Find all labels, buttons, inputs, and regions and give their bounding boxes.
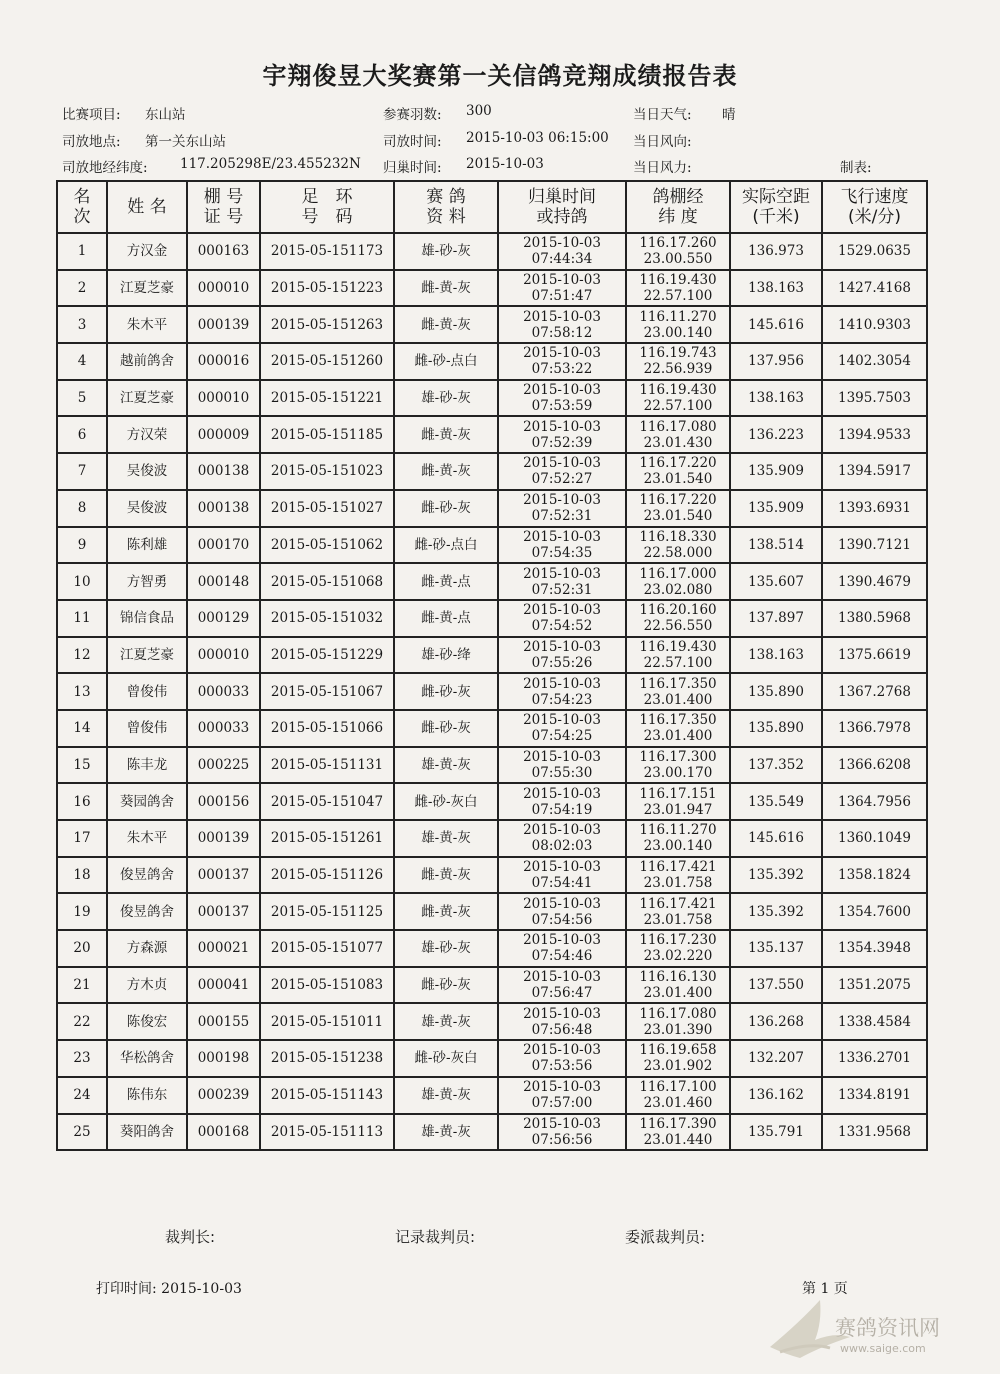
release-place-label: 司放地点:: [62, 134, 121, 150]
bird-cell: 雌-黄-灰: [394, 416, 498, 453]
distance-cell: 137.352: [730, 747, 822, 784]
name-cell: 陈丰龙: [107, 747, 187, 784]
distance-cell: 136.162: [730, 1077, 822, 1114]
distance-cell: 138.163: [730, 637, 822, 674]
loft-cell: 000033: [187, 710, 260, 747]
distance-cell: 135.890: [730, 673, 822, 710]
name-cell: 俊昱鸽舍: [107, 893, 187, 930]
loft-cell: 000010: [187, 380, 260, 417]
table-row: [57, 527, 927, 564]
return-time-cell: 2015-10-03 07:58:12: [498, 306, 626, 343]
return-time-value: 2015-10-03: [466, 156, 544, 172]
rank-cell: 14: [57, 710, 107, 747]
distance-cell: 136.973: [730, 233, 822, 270]
return-time-cell: 2015-10-03 07:56:47: [498, 967, 626, 1004]
bird-cell: 雌-黄-点: [394, 600, 498, 637]
coord-cell: 116.19.430 22.57.100: [626, 637, 730, 674]
ring-cell: 2015-05-151221: [260, 380, 394, 417]
name-cell: 方木贞: [107, 967, 187, 1004]
rank-cell: 16: [57, 783, 107, 820]
rank-cell: 13: [57, 673, 107, 710]
loft-cell: 000155: [187, 1003, 260, 1040]
coord-cell: 116.16.130 23.01.400: [626, 967, 730, 1004]
table-row: [57, 893, 927, 930]
loft-cell: 000009: [187, 416, 260, 453]
table-row: [57, 673, 927, 710]
rank-cell: 10: [57, 563, 107, 600]
speed-cell: 1331.9568: [822, 1114, 927, 1151]
loft-cell: 000170: [187, 527, 260, 564]
speed-cell: 1380.5968: [822, 600, 927, 637]
table-row: [57, 1114, 927, 1151]
header-ring: 足 环 号 码: [260, 181, 394, 233]
bird-cell: 雌-砂-灰: [394, 967, 498, 1004]
release-coord-label: 司放地经纬度:: [62, 160, 148, 176]
distance-cell: 145.616: [730, 306, 822, 343]
rank-cell: 3: [57, 306, 107, 343]
ring-cell: 2015-05-151077: [260, 930, 394, 967]
loft-cell: 000016: [187, 343, 260, 380]
distance-cell: 135.791: [730, 1114, 822, 1151]
coord-cell: 116.17.100 23.01.460: [626, 1077, 730, 1114]
ring-cell: 2015-05-151047: [260, 783, 394, 820]
rank-cell: 2: [57, 270, 107, 307]
loft-cell: 000225: [187, 747, 260, 784]
bird-cell: 雄-黄-灰: [394, 1077, 498, 1114]
event-value: 东山站: [145, 107, 186, 123]
return-time-cell: 2015-10-03 07:54:56: [498, 893, 626, 930]
header-name: 姓 名: [107, 181, 187, 233]
ring-cell: 2015-05-151066: [260, 710, 394, 747]
table-header-row: [57, 181, 927, 233]
header-distance: 实际空距 (千米): [730, 181, 822, 233]
recording-judge-label: 记录裁判员:: [395, 1228, 476, 1246]
return-time-cell: 2015-10-03 07:53:56: [498, 1040, 626, 1077]
return-time-cell: 2015-10-03 07:57:00: [498, 1077, 626, 1114]
return-time-cell: 2015-10-03 07:54:35: [498, 527, 626, 564]
table-row: [57, 1003, 927, 1040]
name-cell: 陈俊宏: [107, 1003, 187, 1040]
distance-cell: 138.163: [730, 270, 822, 307]
rank-cell: 17: [57, 820, 107, 857]
return-time-cell: 2015-10-03 07:54:46: [498, 930, 626, 967]
speed-cell: 1338.4584: [822, 1003, 927, 1040]
ring-cell: 2015-05-151229: [260, 637, 394, 674]
coord-cell: 116.17.000 23.02.080: [626, 563, 730, 600]
table-row: [57, 857, 927, 894]
distance-cell: 132.207: [730, 1040, 822, 1077]
ring-cell: 2015-05-151068: [260, 563, 394, 600]
header-loft: 棚 号 证 号: [187, 181, 260, 233]
speed-cell: 1410.9303: [822, 306, 927, 343]
header-bird: 赛 鸽 资 料: [394, 181, 498, 233]
coord-cell: 116.17.220 23.01.540: [626, 490, 730, 527]
name-cell: 方汉金: [107, 233, 187, 270]
bird-cell: 雄-黄-灰: [394, 820, 498, 857]
table-row: [57, 270, 927, 307]
loft-cell: 000010: [187, 270, 260, 307]
rank-cell: 22: [57, 1003, 107, 1040]
rank-cell: 11: [57, 600, 107, 637]
loft-cell: 000137: [187, 857, 260, 894]
rank-cell: 12: [57, 637, 107, 674]
return-time-cell: 2015-10-03 07:55:30: [498, 747, 626, 784]
distance-cell: 135.392: [730, 893, 822, 930]
rank-cell: 4: [57, 343, 107, 380]
speed-cell: 1394.5917: [822, 453, 927, 490]
loft-cell: 000163: [187, 233, 260, 270]
ring-cell: 2015-05-151113: [260, 1114, 394, 1151]
return-time-cell: 2015-10-03 07:54:52: [498, 600, 626, 637]
rank-cell: 21: [57, 967, 107, 1004]
coord-cell: 116.19.430 22.57.100: [626, 380, 730, 417]
speed-cell: 1395.7503: [822, 380, 927, 417]
coord-cell: 116.17.080 23.01.390: [626, 1003, 730, 1040]
ring-cell: 2015-05-151125: [260, 893, 394, 930]
table-row: [57, 416, 927, 453]
loft-cell: 000129: [187, 600, 260, 637]
table-row: [57, 490, 927, 527]
bird-cell: 雌-砂-点白: [394, 527, 498, 564]
bird-cell: 雄-黄-灰: [394, 1114, 498, 1151]
distance-cell: 135.890: [730, 710, 822, 747]
name-cell: 锦信食品: [107, 600, 187, 637]
speed-cell: 1334.8191: [822, 1077, 927, 1114]
ring-cell: 2015-05-151238: [260, 1040, 394, 1077]
coord-cell: 116.11.270 23.00.140: [626, 306, 730, 343]
ring-cell: 2015-05-151261: [260, 820, 394, 857]
rank-cell: 6: [57, 416, 107, 453]
return-time-cell: 2015-10-03 08:02:03: [498, 820, 626, 857]
table-row: [57, 1077, 927, 1114]
loft-cell: 000148: [187, 563, 260, 600]
rank-cell: 15: [57, 747, 107, 784]
loft-cell: 000041: [187, 967, 260, 1004]
speed-cell: 1336.2701: [822, 1040, 927, 1077]
table-row: [57, 967, 927, 1004]
weather-value: 晴: [722, 107, 736, 123]
speed-cell: 1402.3054: [822, 343, 927, 380]
release-place-value: 第一关东山站: [145, 134, 226, 150]
delegated-judge-label: 委派裁判员:: [625, 1228, 706, 1246]
return-time-cell: 2015-10-03 07:52:31: [498, 563, 626, 600]
wind-dir-label: 当日风向:: [633, 134, 692, 150]
bird-cell: 雄-砂-灰: [394, 380, 498, 417]
event-label: 比赛项目:: [62, 107, 121, 123]
coord-cell: 116.19.743 22.56.939: [626, 343, 730, 380]
bird-cell: 雌-黄-灰: [394, 306, 498, 343]
coord-cell: 116.17.350 23.01.400: [626, 673, 730, 710]
distance-cell: 138.163: [730, 380, 822, 417]
count-label: 参赛羽数:: [383, 107, 442, 123]
header-rank: 名 次: [57, 181, 107, 233]
release-time-value: 2015-10-03 06:15:00: [466, 130, 609, 146]
name-cell: 陈利雄: [107, 527, 187, 564]
return-time-label: 归巢时间:: [383, 160, 442, 176]
speed-cell: 1390.7121: [822, 527, 927, 564]
distance-cell: 135.909: [730, 453, 822, 490]
release-coord-value: 117.205298E/23.455232N: [180, 156, 361, 172]
bird-cell: 雌-黄-灰: [394, 453, 498, 490]
name-cell: 华松鸽舍: [107, 1040, 187, 1077]
table-row: [57, 710, 927, 747]
rank-cell: 9: [57, 527, 107, 564]
coord-cell: 116.19.658 23.01.902: [626, 1040, 730, 1077]
coord-cell: 116.17.421 23.01.758: [626, 893, 730, 930]
name-cell: 葵阳鸽舍: [107, 1114, 187, 1151]
speed-cell: 1366.7978: [822, 710, 927, 747]
return-time-cell: 2015-10-03 07:51:47: [498, 270, 626, 307]
bird-cell: 雌-黄-灰: [394, 857, 498, 894]
bird-cell: 雄-砂-绛: [394, 637, 498, 674]
name-cell: 吴俊波: [107, 453, 187, 490]
rank-cell: 7: [57, 453, 107, 490]
return-time-cell: 2015-10-03 07:53:22: [498, 343, 626, 380]
ring-cell: 2015-05-151185: [260, 416, 394, 453]
header-coord: 鸽棚经 纬 度: [626, 181, 730, 233]
ring-cell: 2015-05-151173: [260, 233, 394, 270]
ring-cell: 2015-05-151263: [260, 306, 394, 343]
loft-cell: 000156: [187, 783, 260, 820]
print-time: 打印时间: 2015-10-03: [96, 1281, 242, 1297]
return-time-cell: 2015-10-03 07:56:48: [498, 1003, 626, 1040]
watermark-url: www.saige.com: [840, 1342, 926, 1355]
wind-force-label: 当日风力:: [633, 160, 692, 176]
return-time-cell: 2015-10-03 07:55:26: [498, 637, 626, 674]
distance-cell: 135.909: [730, 490, 822, 527]
loft-cell: 000198: [187, 1040, 260, 1077]
table-row: [57, 343, 927, 380]
return-time-cell: 2015-10-03 07:54:25: [498, 710, 626, 747]
name-cell: 陈伟东: [107, 1077, 187, 1114]
speed-cell: 1367.2768: [822, 673, 927, 710]
return-time-cell: 2015-10-03 07:54:41: [498, 857, 626, 894]
speed-cell: 1354.7600: [822, 893, 927, 930]
chief-judge-label: 裁判长:: [165, 1228, 216, 1246]
table-row: [57, 380, 927, 417]
rank-cell: 5: [57, 380, 107, 417]
ring-cell: 2015-05-151062: [260, 527, 394, 564]
name-cell: 曾俊伟: [107, 673, 187, 710]
watermark-text: 赛鸽资讯网: [835, 1316, 940, 1340]
return-time-cell: 2015-10-03 07:54:23: [498, 673, 626, 710]
count-value: 300: [466, 103, 492, 119]
name-cell: 吴俊波: [107, 490, 187, 527]
name-cell: 葵园鸽舍: [107, 783, 187, 820]
return-time-cell: 2015-10-03 07:52:39: [498, 416, 626, 453]
coord-cell: 116.11.270 23.00.140: [626, 820, 730, 857]
coord-cell: 116.17.390 23.01.440: [626, 1114, 730, 1151]
distance-cell: 136.223: [730, 416, 822, 453]
distance-cell: 135.607: [730, 563, 822, 600]
ring-cell: 2015-05-151067: [260, 673, 394, 710]
bird-cell: 雌-黄-灰: [394, 270, 498, 307]
name-cell: 曾俊伟: [107, 710, 187, 747]
rank-cell: 24: [57, 1077, 107, 1114]
rank-cell: 23: [57, 1040, 107, 1077]
speed-cell: 1351.2075: [822, 967, 927, 1004]
name-cell: 朱木平: [107, 306, 187, 343]
coord-cell: 116.18.330 22.58.000: [626, 527, 730, 564]
rank-cell: 20: [57, 930, 107, 967]
coord-cell: 116.17.260 23.00.550: [626, 233, 730, 270]
coord-cell: 116.17.300 23.00.170: [626, 747, 730, 784]
speed-cell: 1375.6619: [822, 637, 927, 674]
loft-cell: 000137: [187, 893, 260, 930]
distance-cell: 135.137: [730, 930, 822, 967]
ring-cell: 2015-05-151027: [260, 490, 394, 527]
speed-cell: 1390.4679: [822, 563, 927, 600]
speed-cell: 1366.6208: [822, 747, 927, 784]
return-time-cell: 2015-10-03 07:44:34: [498, 233, 626, 270]
distance-cell: 135.549: [730, 783, 822, 820]
name-cell: 方智勇: [107, 563, 187, 600]
distance-cell: 138.514: [730, 527, 822, 564]
maker-label: 制表:: [840, 160, 872, 176]
rank-cell: 19: [57, 893, 107, 930]
weather-label: 当日天气:: [633, 107, 692, 123]
table-row: [57, 930, 927, 967]
bird-cell: 雄-砂-灰: [394, 930, 498, 967]
table-row: [57, 1040, 927, 1077]
ring-cell: 2015-05-151223: [260, 270, 394, 307]
ring-cell: 2015-05-151032: [260, 600, 394, 637]
rank-cell: 8: [57, 490, 107, 527]
bird-cell: 雌-砂-灰: [394, 673, 498, 710]
coord-cell: 116.20.160 22.56.550: [626, 600, 730, 637]
bird-cell: 雌-砂-灰: [394, 490, 498, 527]
table-row: [57, 820, 927, 857]
loft-cell: 000139: [187, 306, 260, 343]
results-table: [56, 180, 928, 1151]
bird-cell: 雄-黄-灰: [394, 1003, 498, 1040]
return-time-cell: 2015-10-03 07:52:31: [498, 490, 626, 527]
ring-cell: 2015-05-151143: [260, 1077, 394, 1114]
speed-cell: 1393.6931: [822, 490, 927, 527]
name-cell: 江夏芝豪: [107, 380, 187, 417]
speed-cell: 1358.1824: [822, 857, 927, 894]
return-time-cell: 2015-10-03 07:53:59: [498, 380, 626, 417]
return-time-cell: 2015-10-03 07:56:56: [498, 1114, 626, 1151]
loft-cell: 000239: [187, 1077, 260, 1114]
distance-cell: 137.897: [730, 600, 822, 637]
bird-cell: 雌-砂-灰白: [394, 1040, 498, 1077]
distance-cell: 136.268: [730, 1003, 822, 1040]
name-cell: 方森源: [107, 930, 187, 967]
ring-cell: 2015-05-151023: [260, 453, 394, 490]
name-cell: 越前鸽舍: [107, 343, 187, 380]
speed-cell: 1360.1049: [822, 820, 927, 857]
distance-cell: 135.392: [730, 857, 822, 894]
coord-cell: 116.19.430 22.57.100: [626, 270, 730, 307]
coord-cell: 116.17.080 23.01.430: [626, 416, 730, 453]
loft-cell: 000139: [187, 820, 260, 857]
speed-cell: 1427.4168: [822, 270, 927, 307]
coord-cell: 116.17.230 23.02.220: [626, 930, 730, 967]
speed-cell: 1529.0635: [822, 233, 927, 270]
table-row: [57, 563, 927, 600]
bird-cell: 雌-砂-点白: [394, 343, 498, 380]
name-cell: 朱木平: [107, 820, 187, 857]
header-return-time: 归巢时间 或持鸽: [498, 181, 626, 233]
table-row: [57, 453, 927, 490]
distance-cell: 145.616: [730, 820, 822, 857]
table-row: [57, 600, 927, 637]
bird-cell: 雌-黄-灰: [394, 893, 498, 930]
ring-cell: 2015-05-151260: [260, 343, 394, 380]
speed-cell: 1394.9533: [822, 416, 927, 453]
coord-cell: 116.17.220 23.01.540: [626, 453, 730, 490]
page-number: 第 1 页: [802, 1281, 848, 1297]
speed-cell: 1364.7956: [822, 783, 927, 820]
table-row: [57, 637, 927, 674]
bird-cell: 雌-砂-灰: [394, 710, 498, 747]
bird-cell: 雌-黄-点: [394, 563, 498, 600]
release-time-label: 司放时间:: [383, 134, 442, 150]
ring-cell: 2015-05-151131: [260, 747, 394, 784]
table-row: [57, 233, 927, 270]
return-time-cell: 2015-10-03 07:52:27: [498, 453, 626, 490]
report-title: 宇翔俊昱大奖赛第一关信鸽竞翔成绩报告表: [262, 62, 738, 90]
loft-cell: 000138: [187, 453, 260, 490]
ring-cell: 2015-05-151011: [260, 1003, 394, 1040]
loft-cell: 000168: [187, 1114, 260, 1151]
coord-cell: 116.17.421 23.01.758: [626, 857, 730, 894]
bird-cell: 雄-黄-灰: [394, 747, 498, 784]
rank-cell: 18: [57, 857, 107, 894]
ring-cell: 2015-05-151126: [260, 857, 394, 894]
distance-cell: 137.956: [730, 343, 822, 380]
table-row: [57, 747, 927, 784]
loft-cell: 000010: [187, 637, 260, 674]
speed-cell: 1354.3948: [822, 930, 927, 967]
return-time-cell: 2015-10-03 07:54:19: [498, 783, 626, 820]
loft-cell: 000138: [187, 490, 260, 527]
header-speed: 飞行速度 (米/分): [822, 181, 927, 233]
rank-cell: 1: [57, 233, 107, 270]
rank-cell: 25: [57, 1114, 107, 1151]
coord-cell: 116.17.350 23.01.400: [626, 710, 730, 747]
bird-cell: 雄-砂-灰: [394, 233, 498, 270]
coord-cell: 116.17.151 23.01.947: [626, 783, 730, 820]
distance-cell: 137.550: [730, 967, 822, 1004]
name-cell: 江夏芝豪: [107, 270, 187, 307]
loft-cell: 000033: [187, 673, 260, 710]
bird-cell: 雌-砂-灰白: [394, 783, 498, 820]
ring-cell: 2015-05-151083: [260, 967, 394, 1004]
name-cell: 俊昱鸽舍: [107, 857, 187, 894]
name-cell: 方汉荣: [107, 416, 187, 453]
name-cell: 江夏芝豪: [107, 637, 187, 674]
table-row: [57, 783, 927, 820]
loft-cell: 000021: [187, 930, 260, 967]
table-row: [57, 306, 927, 343]
